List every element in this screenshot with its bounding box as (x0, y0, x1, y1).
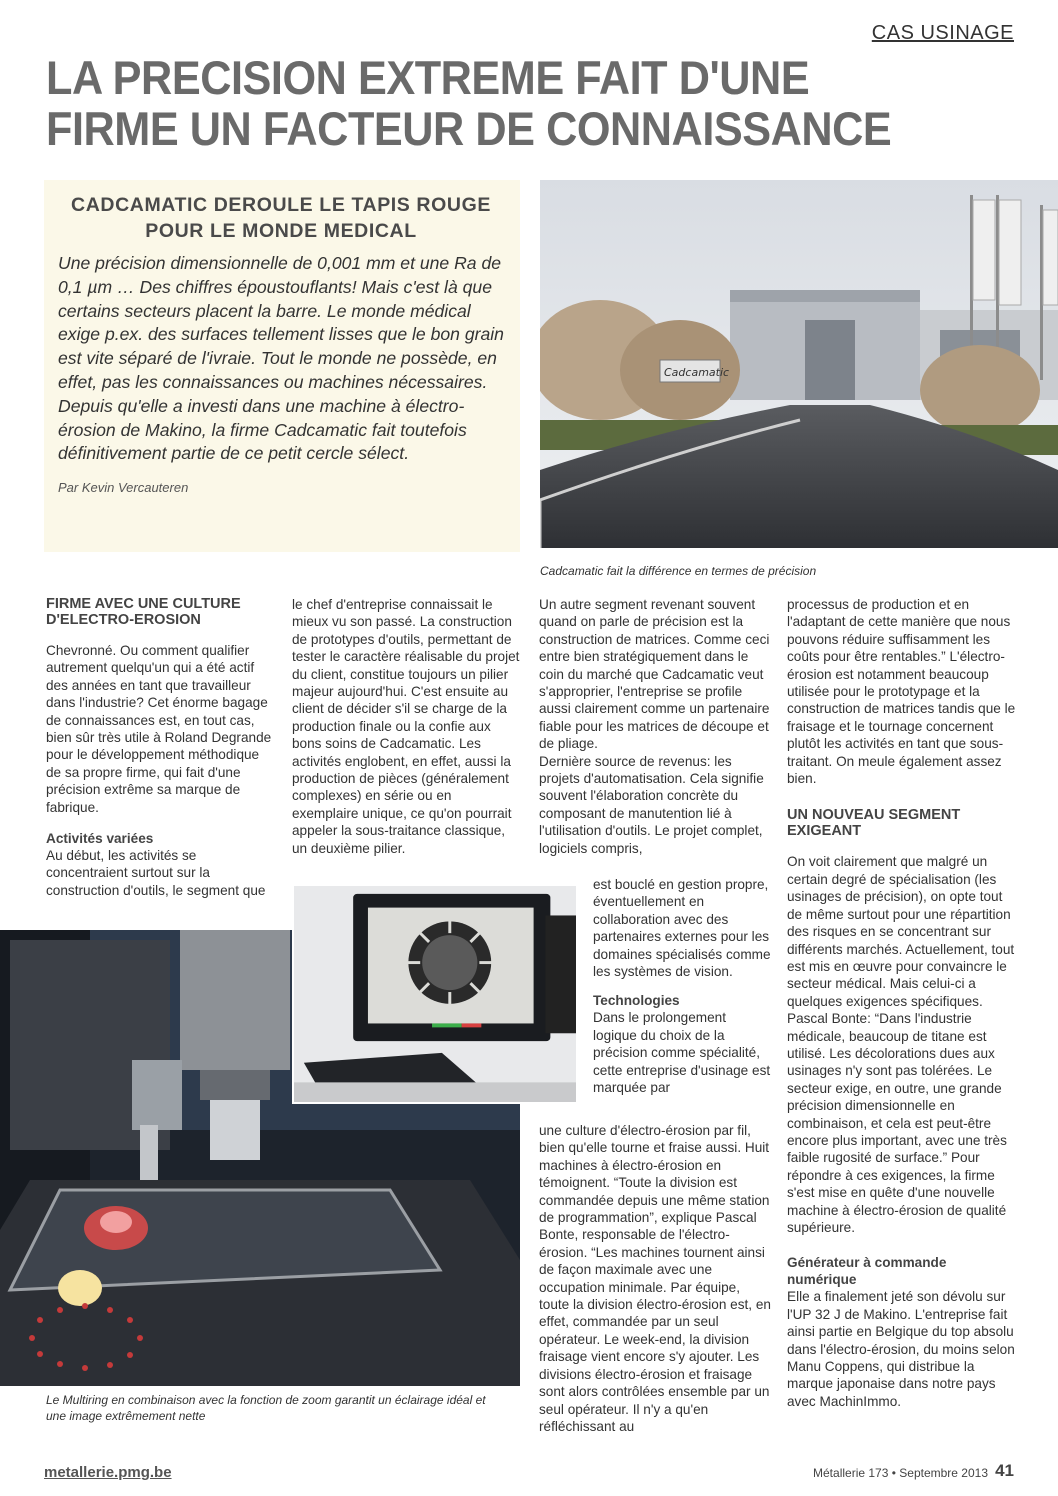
paragraph: Un autre segment revenant souvent quand on parle de précision est la construction de matrices. Comme ceci entre bien stratégiquement dans le coin du marché que Cadcamatic veut s'approprier, l'entreprise se profile aussi clairement comme un partenaire fiable pour les matrices de découpe et de pliage. (539, 597, 770, 752)
paragraph: est bouclé en gestion propre, éventuellement en collaboration avec des partenaires externes pour les domaines spécialisés comme les systèmes de vision. (593, 877, 771, 980)
column-1 (46, 596, 274, 899)
section-tag: CAS USINAGE (871, 22, 1014, 44)
column-4 (787, 596, 1017, 1410)
paragraph: Pascal Bonte: “Dans l'industrie médicale, beaucoup de titane est utilisé. Les décolorations dues aux usinages n'y sont pas tolérées. Le secteur exige, en outre, une grande précision dimensionnelle en combinaison, et cela est peut-être encore plus important, avec une très faible rugosité de surface.” Pour répondre à ces exigences, la firme s'est mise en quête d'une nouvelle machine à électro-érosion de qualité supérieure. (787, 1011, 1007, 1235)
subheading: Activités variées (46, 831, 154, 847)
monitor-photo-art (294, 886, 576, 1102)
paragraph: Au début, les activités se concentraient surtout sur la construction d'outils, le segment que (46, 848, 266, 898)
subheading: Technologies (593, 993, 680, 1009)
monitor-photo (292, 884, 578, 1104)
intro-heading (58, 192, 504, 244)
footer-website-link[interactable]: metallerie.pmg.be (44, 1464, 172, 1481)
paragraph: Dernière source de revenus: les projets d'automatisation. Cela signifie souvent l'élaboration concrète du composant de manutention lié à l'utilisation d'outils. Le projet complet, logiciels compris, (539, 753, 764, 856)
building-photo-caption: Cadcamatic fait la différence en termes de précision (540, 564, 817, 578)
intro-heading-line-2: POUR LE MONDE MEDICAL (145, 220, 417, 242)
paragraph: Chevronné. Ou comment qualifier autrement quelqu'un qui a été actif des années en tant que travailleur dans l'industrie? Cet énorme bagage de connaissances est, en tout cas, bien sûr très utile à Roland Degrande pour le développement méthodique de sa propre firme, qui fait d'une précision extrême sa marque de fabrique. (46, 643, 272, 815)
column-3-top (539, 596, 771, 857)
building-sign-text: Cadcamatic (664, 366, 730, 379)
machine-photo-caption: Le Multiring en combinaison avec la fonction de zoom garantit un éclairage idéal et une image extrêmement nette (46, 1393, 486, 1423)
column-3-bottom (539, 1122, 771, 1435)
paragraph: processus de production et en l'adaptant de cette manière que nous pouvons réduire suffisamment les coûts pour être rentables.” L'électro-érosion est notamment beaucoup utilisée pour le prototypage et la construction de matrices tandis que le fraisage et le tournage concernent plutôt les activités en tant que sous-traitant. On meule également assez bien. (787, 597, 1016, 787)
column-2 (292, 596, 520, 857)
building-photo (540, 180, 1058, 548)
paragraph: Dans le prolongement logique du choix de la précision comme spécialité, cette entreprise d'usinage est marquée par (593, 1010, 771, 1096)
title-line-2: FIRME UN FACTEUR DE CONNAISSANCE (46, 102, 892, 155)
intro-text: Une précision dimensionnelle de 0,001 mm et une Ra de 0,1 µm … Des chiffres époustouflants! Mais c'est là que certains secteurs placent la barre. Le monde médical exige p.ex. des surfaces tellement lisses que le bon grain est vite séparé de l'ivraie. Tout le monde ne possède, en effet, pas les connaissances ou machines nécessaires. Depuis qu'elle a investi dans une machine à électro-érosion de Makino, la firme Cadcamatic fait toutefois définitivement partie de ce petit cercle sélect. (58, 253, 504, 464)
page-number: 41 (995, 1461, 1014, 1480)
column-3-wrap (593, 876, 771, 1096)
paragraph: le chef d'entreprise connaissait le mieux vu son passé. La construction de prototypes d'outils, permettant de tester le caractère réalisable du projet du client, constitue toujours un pilier majeur aujourd'hui. C'est ensuite au client de décider s'il se charge de la production finale ou la confie aux bons soins de Cadcamatic. Les activités englobent, en effet, aussi la production de pièces (généralement complexes) en série ou en exemplaire unique, ce qu'on pourrait appeler la sous-traitance classique, un deuxième pilier. (292, 597, 520, 856)
building-photo-art (540, 180, 1058, 548)
intro-heading-line-1: CADCAMATIC DEROULE LE TAPIS ROUGE (71, 194, 491, 216)
section-heading: FIRME AVEC UNE CULTURE D'ELECTRO-EROSION (46, 596, 241, 628)
paragraph: On voit clairement que malgré un certain degré de spécialisation (les usinages de précision), on opte tout de même surtout pour une répartition des risques en se concentrant sur différents marchés. Actuellement, tout est mis en œuvre pour convaincre le secteur médical. Mais celui-ci a quelques exigences spécifiques. (787, 854, 1015, 1009)
title-line-1: LA PRECISION EXTREME FAIT D'UNE (46, 51, 810, 104)
paragraph: Elle a finalement jeté son dévolu sur l'UP 32 J de Makino. L'entreprise fait ainsi partie en Belgique du top absolu dans l'électro-érosion, du moins selon Manu Coppens, qui distribue la marque japonaise dans notre pays avec MachinImmo. (787, 1289, 1015, 1409)
paragraph: une culture d'électro-érosion par fil, bien qu'elle tourne et fraise aussi. Huit machines à électro-érosion en témoignent. “Toute la division est commandée depuis une même station de programmation”, explique Pascal Bonte, responsable de l'électro-érosion. “Les machines tournent ainsi de façon maximale avec une occupation minimale. Par équipe, toute la division électro-érosion est, en effet, commandée par un seul opérateur. Le week-end, la division fraisage vient encore s'y ajouter. Les divisions électro-érosion et fraisage sont alors contrôlées ensemble par un seul opérateur. Il n'y a qu'en réfléchissant au (539, 1123, 771, 1434)
intro-box (44, 180, 520, 552)
subheading: Générateur à commande numérique (787, 1255, 947, 1288)
author-byline: Par Kevin Vercauteren (58, 480, 189, 496)
page-title (46, 52, 948, 154)
section-heading: UN NOUVEAU SEGMENT EXIGEANT (787, 807, 961, 840)
footer-issue: Métallerie 173 • Septembre 2013 (813, 1466, 988, 1480)
